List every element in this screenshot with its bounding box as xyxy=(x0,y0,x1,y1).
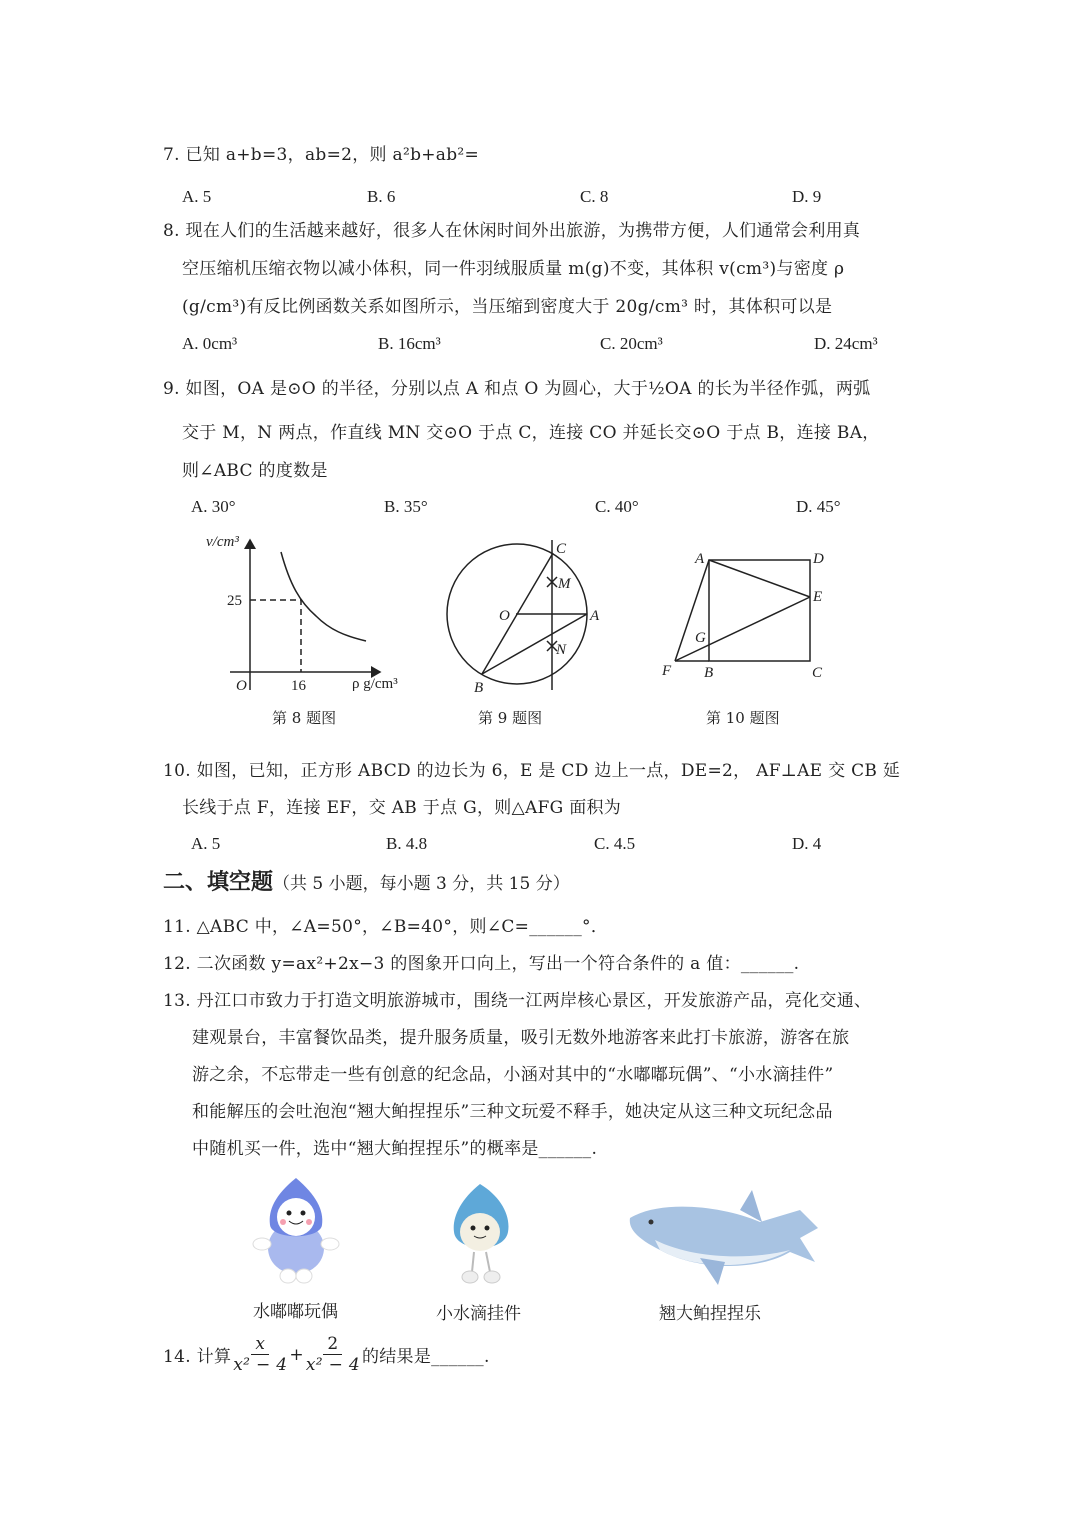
fig9-label-n: N xyxy=(556,642,567,658)
fig9-label-a: A xyxy=(590,608,600,624)
toy-caption-qiaodabai: 翘大鲌捏捏乐 xyxy=(659,1304,761,1324)
fig9-label-m: M xyxy=(558,576,571,592)
fig10-label-d: D xyxy=(813,551,824,567)
fig10-label-e: E xyxy=(813,589,823,605)
question-11: 11. △ABC 中，∠A=50°，∠B=40°，则∠C=______°． xyxy=(163,917,609,937)
q9-option-a: A. 30° xyxy=(191,497,236,516)
q10-option-d: D. 4 xyxy=(792,834,822,853)
question-13-line: 建观景台，丰富餐饮品类，提升服务质量，吸引无数外地游客来此打卡旅游，游客在旅 xyxy=(192,1028,850,1048)
section-2-title: 二、填空题 xyxy=(163,869,274,895)
fig10-label-c: C xyxy=(812,665,823,681)
q8-option-d: D. 24cm³ xyxy=(814,334,878,353)
dashed-guide xyxy=(250,600,301,672)
question-10-line: 10. 如图，已知，正方形 ABCD 的边长为 6，E 是 CD 边上一点，DE=2， AF⊥AE 交 CB 延 xyxy=(163,761,901,781)
question-9-line: 交于 M，N 两点，作直线 MN 交⊙O 于点 C，连接 CO 并延长交⊙O 于点 B，连接 BA， xyxy=(182,423,880,443)
q14-plus: + xyxy=(289,1344,304,1365)
q9-option-b: B. 35° xyxy=(384,497,428,516)
inverse-curve xyxy=(281,552,366,641)
toy-caption-shuidudu: 水嘟嘟玩偶 xyxy=(253,1302,338,1322)
q14-fraction-1 xyxy=(233,1334,287,1375)
fig10-caption: 第 10 题图 xyxy=(706,709,780,727)
figure-9-circle xyxy=(447,540,587,690)
question-13-line: 13. 丹江口市致力于打造文明旅游城市，围绕一江两岸核心景区，开发旅游产品，亮化交通、 xyxy=(163,991,872,1011)
fig9-label-o: O xyxy=(499,608,510,624)
question-8-line: 8. 现在人们的生活越来越好，很多人在休闲时间外出旅游，为携带方便，人们通常会利用真 xyxy=(163,221,861,241)
q14-den2: x² − 4 xyxy=(305,1355,360,1375)
q14-prefix: 14. 计算 xyxy=(163,1347,232,1367)
question-14 xyxy=(163,1334,490,1375)
toy-xiaoshuidi-image xyxy=(454,1184,509,1283)
figure-10-square xyxy=(675,560,810,661)
fig10-label-a: A xyxy=(695,551,705,567)
question-13-line: 和能解压的会吐泡泡“翘大鲌捏捏乐”三种文玩爱不释手，她决定从这三种文玩纪念品 xyxy=(192,1102,833,1122)
q7-option-c: C. 8 xyxy=(580,187,609,206)
q7-option-a: A. 5 xyxy=(182,187,212,206)
fig10-label-f: F xyxy=(662,663,672,679)
section-2-heading xyxy=(163,868,570,898)
q9-option-c: C. 40° xyxy=(595,497,639,516)
q8-option-a: A. 0cm³ xyxy=(182,334,238,353)
question-12: 12. 二次函数 y=ax²+2x−3 的图象开口向上，写出一个符合条件的 a 值：______. xyxy=(163,954,800,974)
question-8-line: 空压缩机压缩衣物以减小体积，同一件羽绒服质量 m(g)不变，其体积 v(cm³)与密度 ρ xyxy=(182,259,845,279)
question-10-line: 长线于点 F，连接 EF，交 AB 于点 G，则△AFG 面积为 xyxy=(182,798,622,818)
question-13-line: 游之余，不忘带走一些有创意的纪念品，小涵对其中的“水嘟嘟玩偶”、“小水滴挂件” xyxy=(192,1065,834,1085)
q14-den1: x² − 4 xyxy=(233,1355,288,1375)
q14-num1: x xyxy=(251,1334,269,1355)
q10-option-c: C. 4.5 xyxy=(594,834,636,853)
q8-option-c: C. 20cm³ xyxy=(600,334,663,353)
q10-option-a: A. 5 xyxy=(191,834,221,853)
toy-caption-xiaoshuidi: 小水滴挂件 xyxy=(436,1304,521,1324)
fig8-ylabel: v/cm³ xyxy=(206,534,239,550)
question-9-line: 9. 如图，OA 是⊙O 的半径，分别以点 A 和点 O 为圆心，大于½OA 的长为半径作弧，两弧 xyxy=(163,379,871,399)
q10-option-b: B. 4.8 xyxy=(386,834,428,853)
section-2-note: （共 5 小题，每小题 3 分，共 15 分） xyxy=(273,874,570,894)
fig10-label-g: G xyxy=(695,630,706,646)
fig8-caption: 第 8 题图 xyxy=(272,709,337,727)
fig8-ytick: 25 xyxy=(227,593,242,609)
question-8-line: (g/cm³)有反比例函数关系如图所示，当压缩到密度大于 20g/cm³ 时，其体积可以是 xyxy=(182,297,833,317)
fig8-origin: O xyxy=(236,678,247,694)
question-7-stem: 7. 已知 a+b=3，ab=2，则 a²b+ab²= xyxy=(163,145,480,165)
q14-fraction-2 xyxy=(306,1334,360,1375)
fig9-label-b: B xyxy=(474,680,484,696)
toy-qiaodabai-image xyxy=(630,1190,818,1285)
fig9-label-c: C xyxy=(556,541,567,557)
q9-option-d: D. 45° xyxy=(796,497,841,516)
fig10-label-b: B xyxy=(704,665,714,681)
fig9-caption: 第 9 题图 xyxy=(478,709,543,727)
q14-num2: 2 xyxy=(323,1334,342,1355)
question-13-line: 中随机买一件，选中“翘大鲌捏捏乐”的概率是______. xyxy=(192,1139,598,1159)
q8-option-b: B. 16cm³ xyxy=(378,334,441,353)
question-9-line: 则∠ABC 的度数是 xyxy=(182,461,328,481)
q7-option-b: B. 6 xyxy=(367,187,396,206)
q7-option-d: D. 9 xyxy=(792,187,822,206)
figure-8-graph xyxy=(230,540,380,690)
q14-suffix: 的结果是______. xyxy=(361,1347,490,1367)
fig8-xlabel: ρ g/cm³ xyxy=(352,676,398,692)
toy-shuidudu-image xyxy=(253,1178,339,1283)
fig8-xtick: 16 xyxy=(291,678,306,694)
